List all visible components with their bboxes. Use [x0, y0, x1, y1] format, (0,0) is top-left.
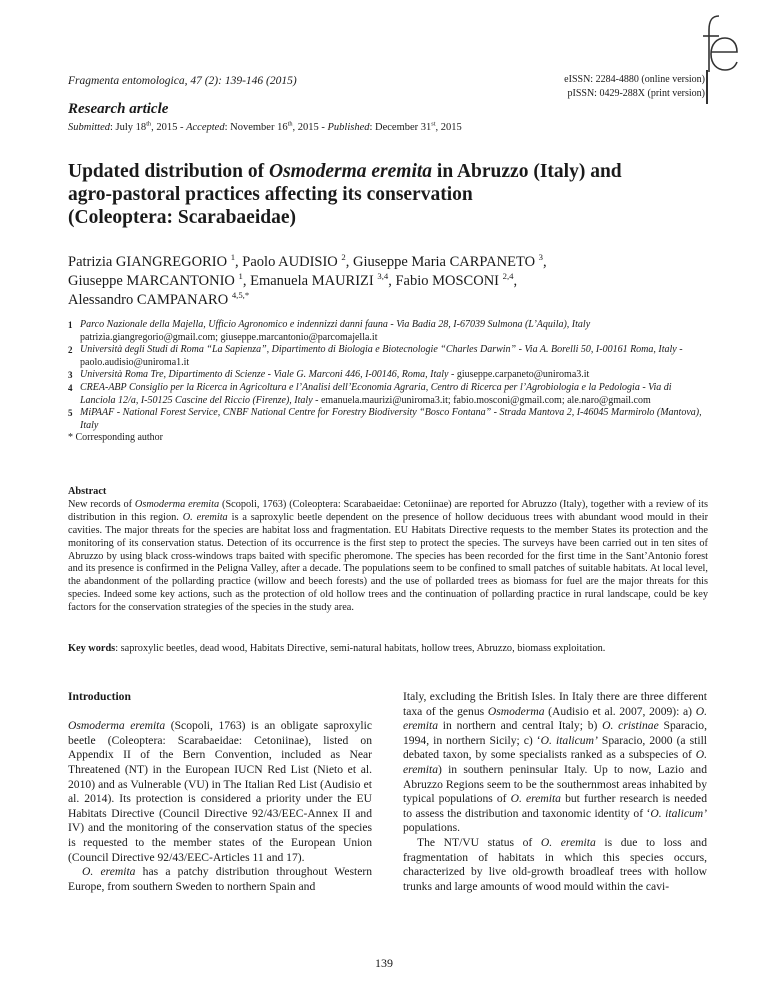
pissn: pISSN: 0429-288X (print version): [567, 88, 705, 99]
author-list: Patrizia GIANGREGORIO $^1$, Paolo AUDISIO $^2$, Giuseppe Maria CARPANETO $^3$, Giuseppe MARCANTONIO $^1$, Emanuela MAURIZI $^{3,4}$, Fabio MOSCONI $^{2,4}$, Alessandro CAMPANARO $^{4,5,*}$: [68, 252, 547, 308]
affiliation: 1 Parco Nazionale della Majella, Ufficio Agronomico e indennizzi danni fauna - Via Badia 28, I-67039 Sulmona (L’Aquila), Italy patrizia.giangregorio@gmail.com; giuseppe.marcantonio@parcomajella.it: [68, 319, 591, 343]
body-column-right: [403, 690, 707, 894]
author: Patrizia GIANGREGORIO: [68, 254, 228, 270]
abstract-heading: Abstract: [68, 486, 107, 497]
author: Fabio MOSCONI: [395, 273, 499, 289]
page-number: 139: [375, 956, 393, 970]
section-heading: Introduction: [68, 690, 131, 703]
corresponding-author: * Corresponding author: [68, 432, 163, 444]
affiliation: 4 CREA-ABP Consiglio per la Ricerca in Agricoltura e l’Analisi dell’Economia Agraria, Centro di Ricerca per l’Agrobiologia e la Pedologia - Via di Lanciola 12/a, I-50125 Cascine del Riccio (Firenze), Italy - emanuela.maurizi@uniroma3.it; fabio.mosconi@gmail.com; ale.naro@gmail.com: [68, 381, 672, 406]
author: Emanuela MAURIZI: [250, 273, 374, 289]
abstract: Abstract New records of Osmoderma eremita (Scopoli, 1763) (Coleoptera: Scarabaeidae: Cetoniinae) are reported for Abruzzo (Italy), together with a review of its distribution in this region. O. eremita is a saproxylic beetle dependent on the presence of hollow deciduous trees with abundant wood mould in their cavities. The major threats for the species are habitat loss and fragmentation. EU Habitats Directive requests to the member States its protection and the monitoring of its conservation status. Detection of its occurrence is the first step to protect the species. The surveys have been carried out in ten sites of Abruzzo by using black cross-windows traps baited with specific pheromone. The species has been recorded for the first time in the Sant’Antonio forest and its presence is confirmed in the Peligna Valley, after a decade. The populations seem to be confined to small patches of suitable habitats. At local level, the abandonment of the pollarding practice (willow and beech forests) and the use of pollarded trees as biomass for fuel are the major threats for this species. Indeed some key actions, such as the protection of old hollow trees and the continuation of pollarding practice in rural landscape, could be key factors for the conservation strategies of the species in the study area.: [68, 486, 709, 614]
affiliation: 2 Università degli Studi di Roma “La Sapienza”, Dipartimento di Biologia e Biotecnologie “Charles Darwin” - Via A. Borelli 50, I-00161 Roma, Italy - paolo.audisio@uniroma1.it: [68, 344, 683, 368]
eissn: eISSN: 2284-4880 (online version): [564, 74, 705, 85]
paragraph: Italy, excluding the British Isles. In Italy there are three different taxa of the genus Osmoderma (Audisio et al. 2007, 2009): a) O. eremita in northern and central Italy; b) O. cristinae Sparacio, 1994, in northern Sicily; c) ‘O. italicum’ Sparacio, 2000 (a still debated taxon, by some specialists ranked as a subspecies of O. eremita) in southern peninsular Italy. Up to now, Lazio and Abruzzo Regions seem to be the southernmost areas inhabited by typical populations of O. eremita but further research is needed to assess the distribution and taxonomic identity of ‘O. italicum’ populations.: [403, 690, 708, 835]
author: Paolo AUDISIO: [242, 254, 338, 270]
paragraph: O. eremita has a patchy distribution throughout Western Europe, from southern Sweden to northern Spain and: [68, 865, 373, 893]
keywords: Key words: saproxylic beetles, dead wood, Habitats Directive, semi-natural habitats, hollow trees, Abruzzo, biomass exploitation.: [68, 643, 606, 654]
header-vertical-rule: [706, 70, 708, 104]
affiliation: 3 Università Roma Tre, Dipartimento di Scienze - Viale G. Marconi 446, I-00146, Roma, Italy - giuseppe.carpaneto@uniroma3.it: [68, 369, 590, 381]
author: Giuseppe Maria CARPANETO: [352, 254, 536, 270]
author: Giuseppe MARCANTONIO: [68, 273, 235, 289]
journal-citation: Fragmenta entomologica, 47 (2): 139-146 (2015): [68, 75, 297, 87]
article-title: Updated distribution of Osmoderma eremita in Abruzzo (Italy) and agro-pastoral practices affecting its conservation (Coleoptera: Scarabaeidae): [68, 161, 622, 228]
paragraph: The NT/VU status of O. eremita is due to loss and fragmentation of habitats in which this species occurs, characterized by live old-growth broadleaf trees with hollow trunks and large amounts of wood mould within the cavi-: [403, 835, 708, 893]
author: Alessandro CAMPANARO: [68, 292, 229, 308]
issn-block: [564, 73, 705, 101]
article-dates: Submitted: July 18th, 2015 - Accepted: November 16th, 2015 - Published: December 31st, 2015: [68, 120, 462, 133]
affiliation: 5 MiPAAF - National Forest Service, CNBF National Centre for Forestry Biodiversity “Bosco Fontana” - Strada Mantova 2, I-46045 Marmirolo (Mantova), Italy: [68, 407, 702, 431]
body-column-left: [68, 690, 372, 894]
affiliations: [68, 319, 708, 445]
journal-logo-fe: [697, 12, 741, 78]
paragraph: Osmoderma eremita (Scopoli, 1763) is an obligate saproxylic beetle (Coleoptera: Scarabaeidae: Cetoniinae), listed on Appendix II of the Bern Convention, included as Near Threatened (NT) in the European IUCN Red List (Nieto et al. 2010) and as Vulnerable (VU) in The Italian Red List (Audisio et al. 2014). Its protection is considered a priority under the EU Habitats Directive (Council Directive 92/43/EEC-Annex II and IV) and the monitoring of the conservation status of the species is requested to the member states of the European Union (Council Directive 92/43/EEC-Articles 11 and 17).: [68, 719, 372, 864]
article-type: Research article: [68, 101, 169, 117]
